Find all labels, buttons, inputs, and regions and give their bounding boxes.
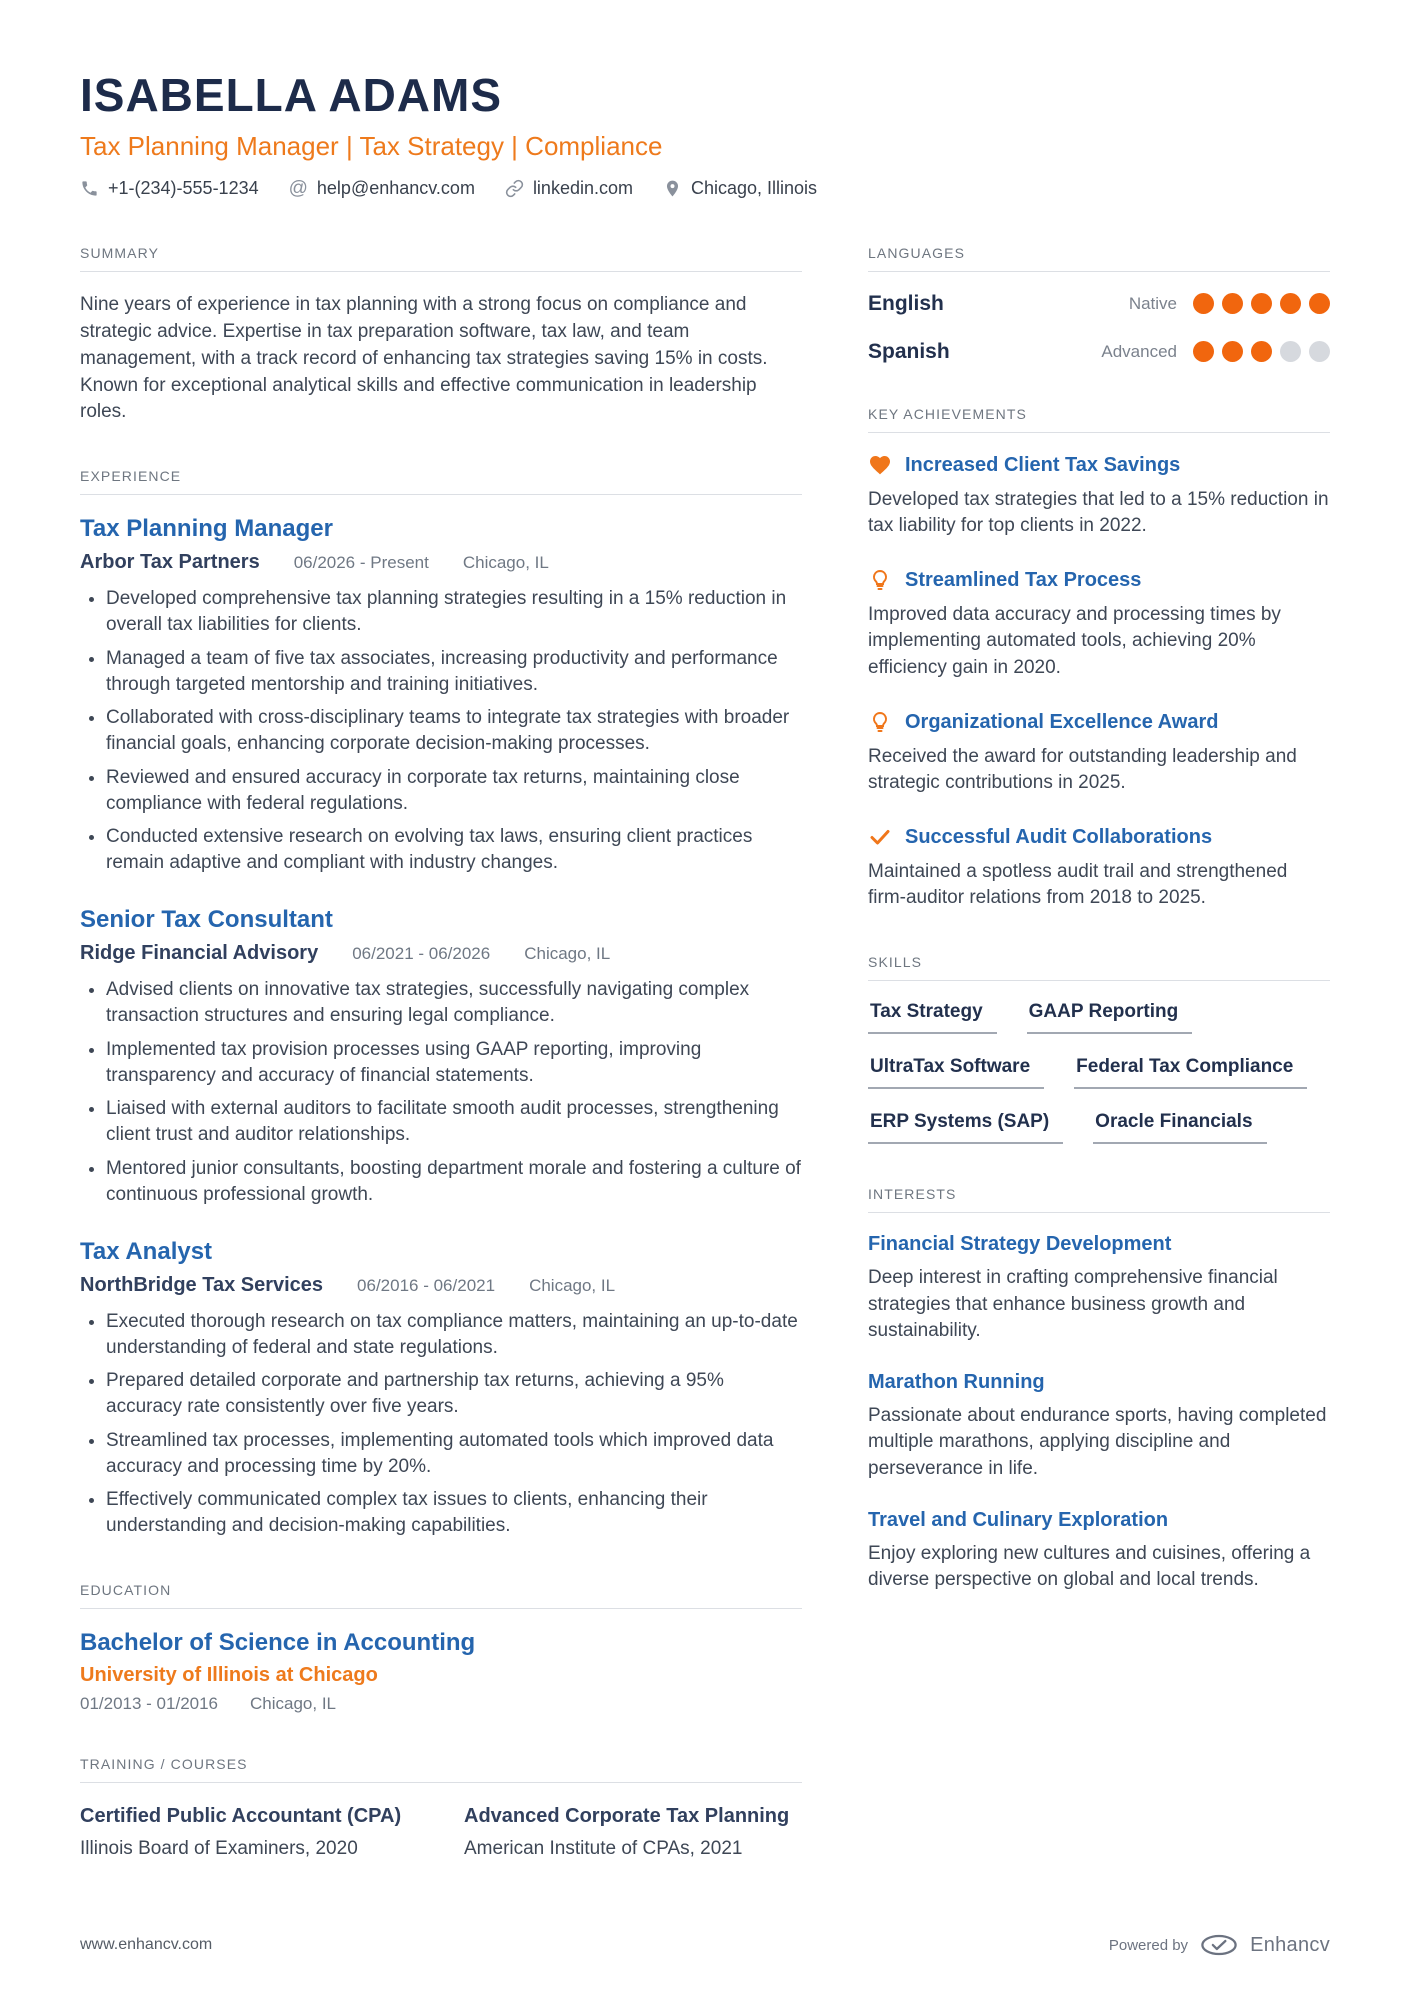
level-dot (1193, 293, 1214, 314)
achievement-text: Maintained a spotless audit trail and strengthened firm-auditor relations from 2018 to 2025. (868, 860, 1288, 909)
bullet-item: • Effectively communicated complex tax issues to clients, enhancing their understanding and decision-making capabilities. (106, 1487, 802, 1539)
job-dates: 06/2021 - 06/2026 (352, 944, 491, 964)
achievement-header (868, 453, 1330, 478)
contact-phone-text: +1-(234)-555-1234 (108, 177, 259, 198)
interest-title: Marathon Running (868, 1370, 1045, 1393)
skills-list (868, 1001, 1330, 1144)
languages-label: LANGUAGES (868, 245, 1330, 272)
skill-tag: Federal Tax Compliance (1074, 1056, 1307, 1089)
language-name: English (868, 291, 944, 315)
level-dot (1309, 341, 1330, 362)
link-icon (505, 179, 524, 198)
lightbulb-icon (868, 710, 892, 734)
resume-columns (80, 245, 1330, 1902)
language-row (868, 340, 1330, 364)
skill-tag: GAAP Reporting (1027, 1001, 1193, 1034)
job-meta (80, 1274, 802, 1297)
education-label: EDUCATION (80, 1582, 802, 1609)
bullet-item: • Developed comprehensive tax planning strategies resulting in a 15% reduction in overall tax liabilities for clients. (106, 586, 802, 638)
interest-title: Travel and Culinary Exploration (868, 1508, 1169, 1531)
job-title: Tax Planning Manager (80, 515, 333, 543)
check-icon (868, 825, 892, 849)
job-entry (80, 1238, 802, 1540)
job-meta (80, 551, 802, 574)
candidate-headline: Tax Planning Manager | Tax Strategy | Compliance (80, 130, 663, 161)
bullet-item: • Streamlined tax processes, implementing automated tools which improved data accuracy and processing time by 20%. (106, 1428, 802, 1480)
language-level: Advanced (1101, 341, 1177, 361)
powered-by-block (1109, 1933, 1330, 1957)
location-pin-icon (663, 179, 682, 198)
interest-text: Passionate about endurance sports, having completed multiple marathons, applying discipline and perseverance in life. (868, 1404, 1327, 1479)
summary-text: Nine years of experience in tax planning with a strong focus on compliance and strategic advice. Expertise in tax preparation software, tax law, and team management, with a track record of enhancing tax strategies saving 15% in costs. Known for exceptional analytical skills and effective communication in leadership roles. (80, 293, 768, 423)
achievement-header (868, 710, 1330, 735)
language-proficiency-dots (1193, 293, 1330, 314)
training-label: TRAINING / COURSES (80, 1756, 802, 1783)
education-location: Chicago, IL (250, 1693, 337, 1713)
level-dot (1222, 341, 1243, 362)
bullet-item: • Prepared detailed corporate and partnership tax returns, achieving a 95% accuracy rate consistently over five years. (106, 1368, 802, 1420)
job-location: Chicago, IL (462, 553, 549, 573)
interest-text: Enjoy exploring new cultures and cuisines, offering a diverse perspective on global and local trends. (868, 1542, 1311, 1591)
contact-row (80, 178, 1330, 199)
footer-website-link[interactable]: www.enhancv.com (80, 1936, 213, 1953)
course-item (464, 1803, 802, 1860)
interest-text: Deep interest in crafting comprehensive financial strategies that enhance business growth and sustainability. (868, 1266, 1278, 1342)
powered-by-text: Powered by (1108, 1936, 1189, 1954)
job-dates: 06/2016 - 06/2021 (357, 1275, 496, 1295)
enhancv-logo-icon (1200, 1933, 1238, 1957)
course-item (80, 1803, 418, 1860)
lightbulb-icon (868, 568, 892, 592)
achievement-item (868, 710, 1330, 797)
languages-section (868, 245, 1330, 364)
level-dot (1222, 293, 1243, 314)
achievement-text: Developed tax strategies that led to a 15% reduction in tax liability for top clients in 2022. (868, 488, 1329, 537)
bullet-item: • Advised clients on innovative tax strategies, successfully navigating complex transaction structures and ensuring legal compliance. (106, 977, 802, 1029)
achievement-title: Organizational Excellence Award (905, 710, 1219, 733)
job-location: Chicago, IL (529, 1275, 616, 1295)
contact-link[interactable] (505, 178, 633, 199)
bullet-item: • Managed a team of five tax associates, increasing productivity and performance through targeted mentorship and training initiatives. (106, 646, 802, 698)
contact-link-text: linkedin.com (532, 177, 633, 198)
achievements-label: KEY ACHIEVEMENTS (868, 406, 1330, 433)
education-dates: 01/2013 - 01/2016 (80, 1693, 219, 1713)
heart-icon (868, 453, 892, 477)
language-name: Spanish (868, 339, 950, 363)
bullet-item: • Liaised with external auditors to facilitate smooth audit processes, strengthening client trust and auditor relationships. (106, 1096, 802, 1148)
skill-tag: ERP Systems (SAP) (868, 1111, 1063, 1144)
job-title: Tax Analyst (80, 1237, 213, 1265)
course-provider: Illinois Board of Examiners, 2020 (80, 1837, 358, 1859)
contact-email-text: help@enhancv.com (316, 177, 475, 198)
level-dot (1251, 293, 1272, 314)
job-title: Senior Tax Consultant (80, 906, 333, 934)
level-dot (1251, 341, 1272, 362)
job-meta (80, 942, 802, 965)
level-dot (1280, 341, 1301, 362)
course-title: Certified Public Accountant (CPA) (80, 1804, 402, 1827)
enhancv-brand-name: Enhancv (1250, 1933, 1330, 1956)
achievement-title: Streamlined Tax Process (905, 568, 1142, 591)
degree-title: Bachelor of Science in Accounting (80, 1628, 476, 1656)
job-bullets (80, 586, 802, 876)
company-name: NorthBridge Tax Services (80, 1273, 324, 1296)
right-column (868, 245, 1330, 1902)
education-section (80, 1582, 802, 1714)
interests-section (868, 1186, 1330, 1594)
achievement-title: Successful Audit Collaborations (905, 825, 1213, 848)
achievement-header (868, 825, 1330, 850)
summary-section (80, 245, 802, 427)
skills-label: SKILLS (868, 954, 1330, 981)
achievement-header (868, 568, 1330, 593)
contact-location (663, 178, 817, 199)
skill-tag: Oracle Financials (1093, 1111, 1266, 1144)
job-entry (80, 515, 802, 876)
contact-email[interactable] (289, 178, 475, 199)
bullet-item: • Executed thorough research on tax compliance matters, maintaining an up-to-date understanding of federal and state regulations. (106, 1309, 802, 1361)
interest-title: Financial Strategy Development (868, 1232, 1172, 1255)
interest-item (868, 1509, 1330, 1594)
experience-label: EXPERIENCE (80, 468, 802, 495)
education-meta (80, 1694, 802, 1714)
page-footer (80, 1933, 1330, 1957)
left-column (80, 245, 802, 1902)
training-section (80, 1756, 802, 1860)
language-row (868, 292, 1330, 316)
summary-label: SUMMARY (80, 245, 802, 272)
job-bullets (80, 977, 802, 1208)
interest-item (868, 1371, 1330, 1483)
bullet-item: • Collaborated with cross-disciplinary teams to integrate tax strategies with broader financial goals, enhancing corporate decision-making processes. (106, 705, 802, 757)
job-location: Chicago, IL (524, 944, 611, 964)
interest-item (868, 1233, 1330, 1345)
achievement-text: Improved data accuracy and processing times by implementing automated tools, achieving 20% efficiency gain in 2020. (868, 603, 1281, 678)
skill-tag: UltraTax Software (868, 1056, 1044, 1089)
job-entry (80, 906, 802, 1208)
at-icon: @ (288, 177, 308, 199)
course-list (80, 1803, 802, 1860)
bullet-item: • Reviewed and ensured accuracy in corporate tax returns, maintaining close compliance with federal regulations. (106, 765, 802, 817)
skills-section (868, 954, 1330, 1144)
achievement-item (868, 568, 1330, 682)
achievement-item (868, 825, 1330, 912)
language-proficiency-dots (1193, 341, 1330, 362)
job-dates: 06/2026 - Present (293, 553, 429, 573)
phone-icon (80, 179, 99, 198)
bullet-item: • Conducted extensive research on evolving tax laws, ensuring client practices remain adaptive and compliant with industry changes. (106, 824, 802, 876)
contact-location-text: Chicago, Illinois (690, 177, 818, 198)
level-dot (1280, 293, 1301, 314)
company-name: Ridge Financial Advisory (80, 942, 319, 965)
achievement-item (868, 453, 1330, 540)
course-provider: American Institute of CPAs, 2021 (464, 1837, 743, 1859)
contact-phone (80, 178, 259, 199)
school-name: University of Illinois at Chicago (80, 1663, 378, 1686)
candidate-name: ISABELLA ADAMS (80, 69, 503, 121)
bullet-item: • Mentored junior consultants, boosting department morale and fostering a culture of continuous professional growth. (106, 1156, 802, 1208)
experience-section (80, 468, 802, 1539)
level-dot (1193, 341, 1214, 362)
achievement-title: Increased Client Tax Savings (905, 453, 1181, 476)
interests-label: INTERESTS (868, 1186, 1330, 1213)
achievement-text: Received the award for outstanding leadership and strategic contributions in 2025. (868, 745, 1297, 794)
resume-header (80, 70, 1330, 199)
achievements-section (868, 406, 1330, 912)
level-dot (1309, 293, 1330, 314)
skill-tag: Tax Strategy (868, 1001, 997, 1034)
language-level: Native (1128, 293, 1177, 313)
job-bullets (80, 1309, 802, 1540)
course-title: Advanced Corporate Tax Planning (464, 1804, 790, 1827)
bullet-item: • Implemented tax provision processes using GAAP reporting, improving transparency and accuracy of financial statements. (106, 1037, 802, 1089)
company-name: Arbor Tax Partners (80, 551, 260, 574)
